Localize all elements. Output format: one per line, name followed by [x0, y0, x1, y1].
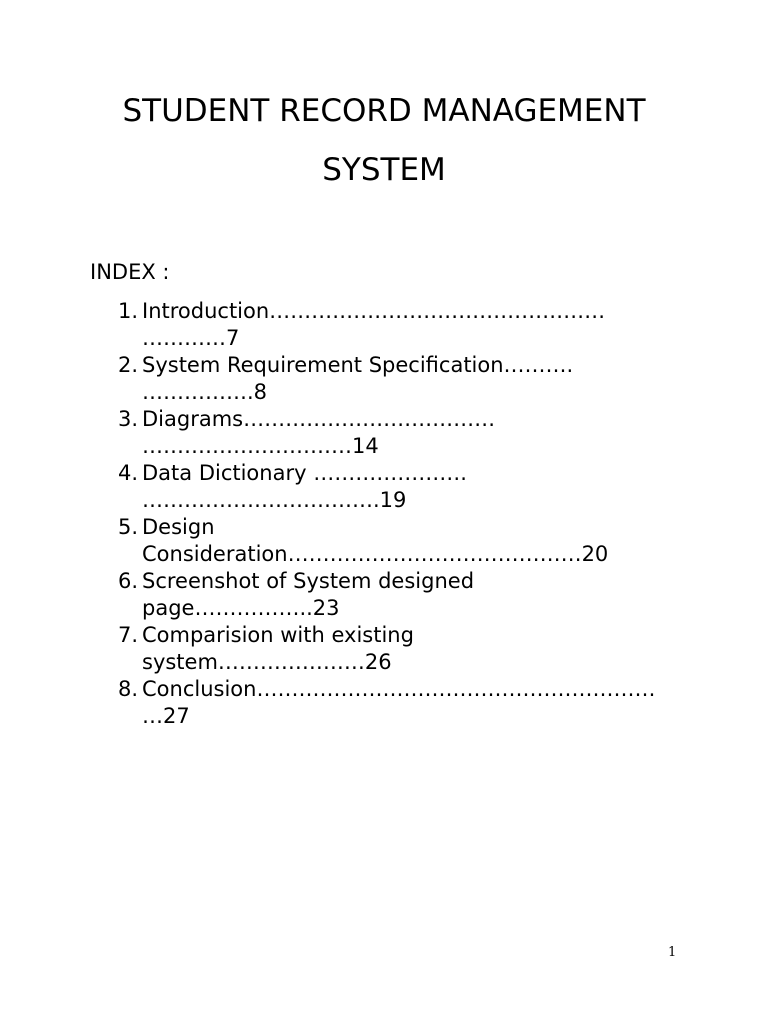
toc-item-page-ref: …27 [142, 704, 190, 728]
toc-item-title: Conclusion………………………………………………… [142, 677, 656, 701]
toc-item-number: 2. [118, 353, 139, 377]
toc-item-number: 8. [118, 677, 139, 701]
toc-item-page-ref: …………7 [142, 326, 240, 350]
toc-item [118, 298, 698, 352]
toc-item-page-ref: …………………………….19 [142, 488, 407, 512]
toc-item [118, 622, 698, 676]
toc-item [118, 460, 698, 514]
toc-item-number: 4. [118, 461, 139, 485]
toc-item-page-ref: …………………………14 [142, 434, 379, 458]
document-title-line-2: SYSTEM [322, 152, 446, 188]
toc-item-title: Introduction………………………………………… [142, 299, 606, 323]
document-title-line-1: STUDENT RECORD MANAGEMENT [122, 93, 646, 129]
toc-item-page-ref: …………….8 [142, 380, 268, 404]
toc-item-number: 6. [118, 569, 139, 593]
toc-item [118, 514, 698, 568]
toc-item-title: Screenshot of System designed [142, 569, 475, 593]
toc-item-title: Design [142, 515, 215, 539]
toc-item-page-ref: page……………..23 [142, 596, 340, 620]
toc-item-title: Diagrams……………………………… [142, 407, 496, 431]
toc-item-number: 5. [118, 515, 139, 539]
toc-item [118, 406, 698, 460]
toc-item [118, 568, 698, 622]
toc-item-title: Data Dictionary …………………. [142, 461, 467, 485]
toc-item [118, 352, 698, 406]
toc-item-number: 3. [118, 407, 139, 431]
toc-item-title: Comparision with existing [142, 623, 414, 647]
toc-item [118, 676, 698, 730]
toc-item-title: System Requirement Specification………. [142, 353, 574, 377]
toc-item-number: 7. [118, 623, 139, 647]
table-of-contents [118, 298, 698, 730]
toc-item-page-ref: system…………………26 [142, 650, 392, 674]
index-heading: INDEX : [90, 260, 170, 284]
toc-item-page-ref: Consideration……………………………………20 [142, 542, 609, 566]
toc-item-number: 1. [118, 299, 139, 323]
page-number: 1 [668, 945, 677, 960]
